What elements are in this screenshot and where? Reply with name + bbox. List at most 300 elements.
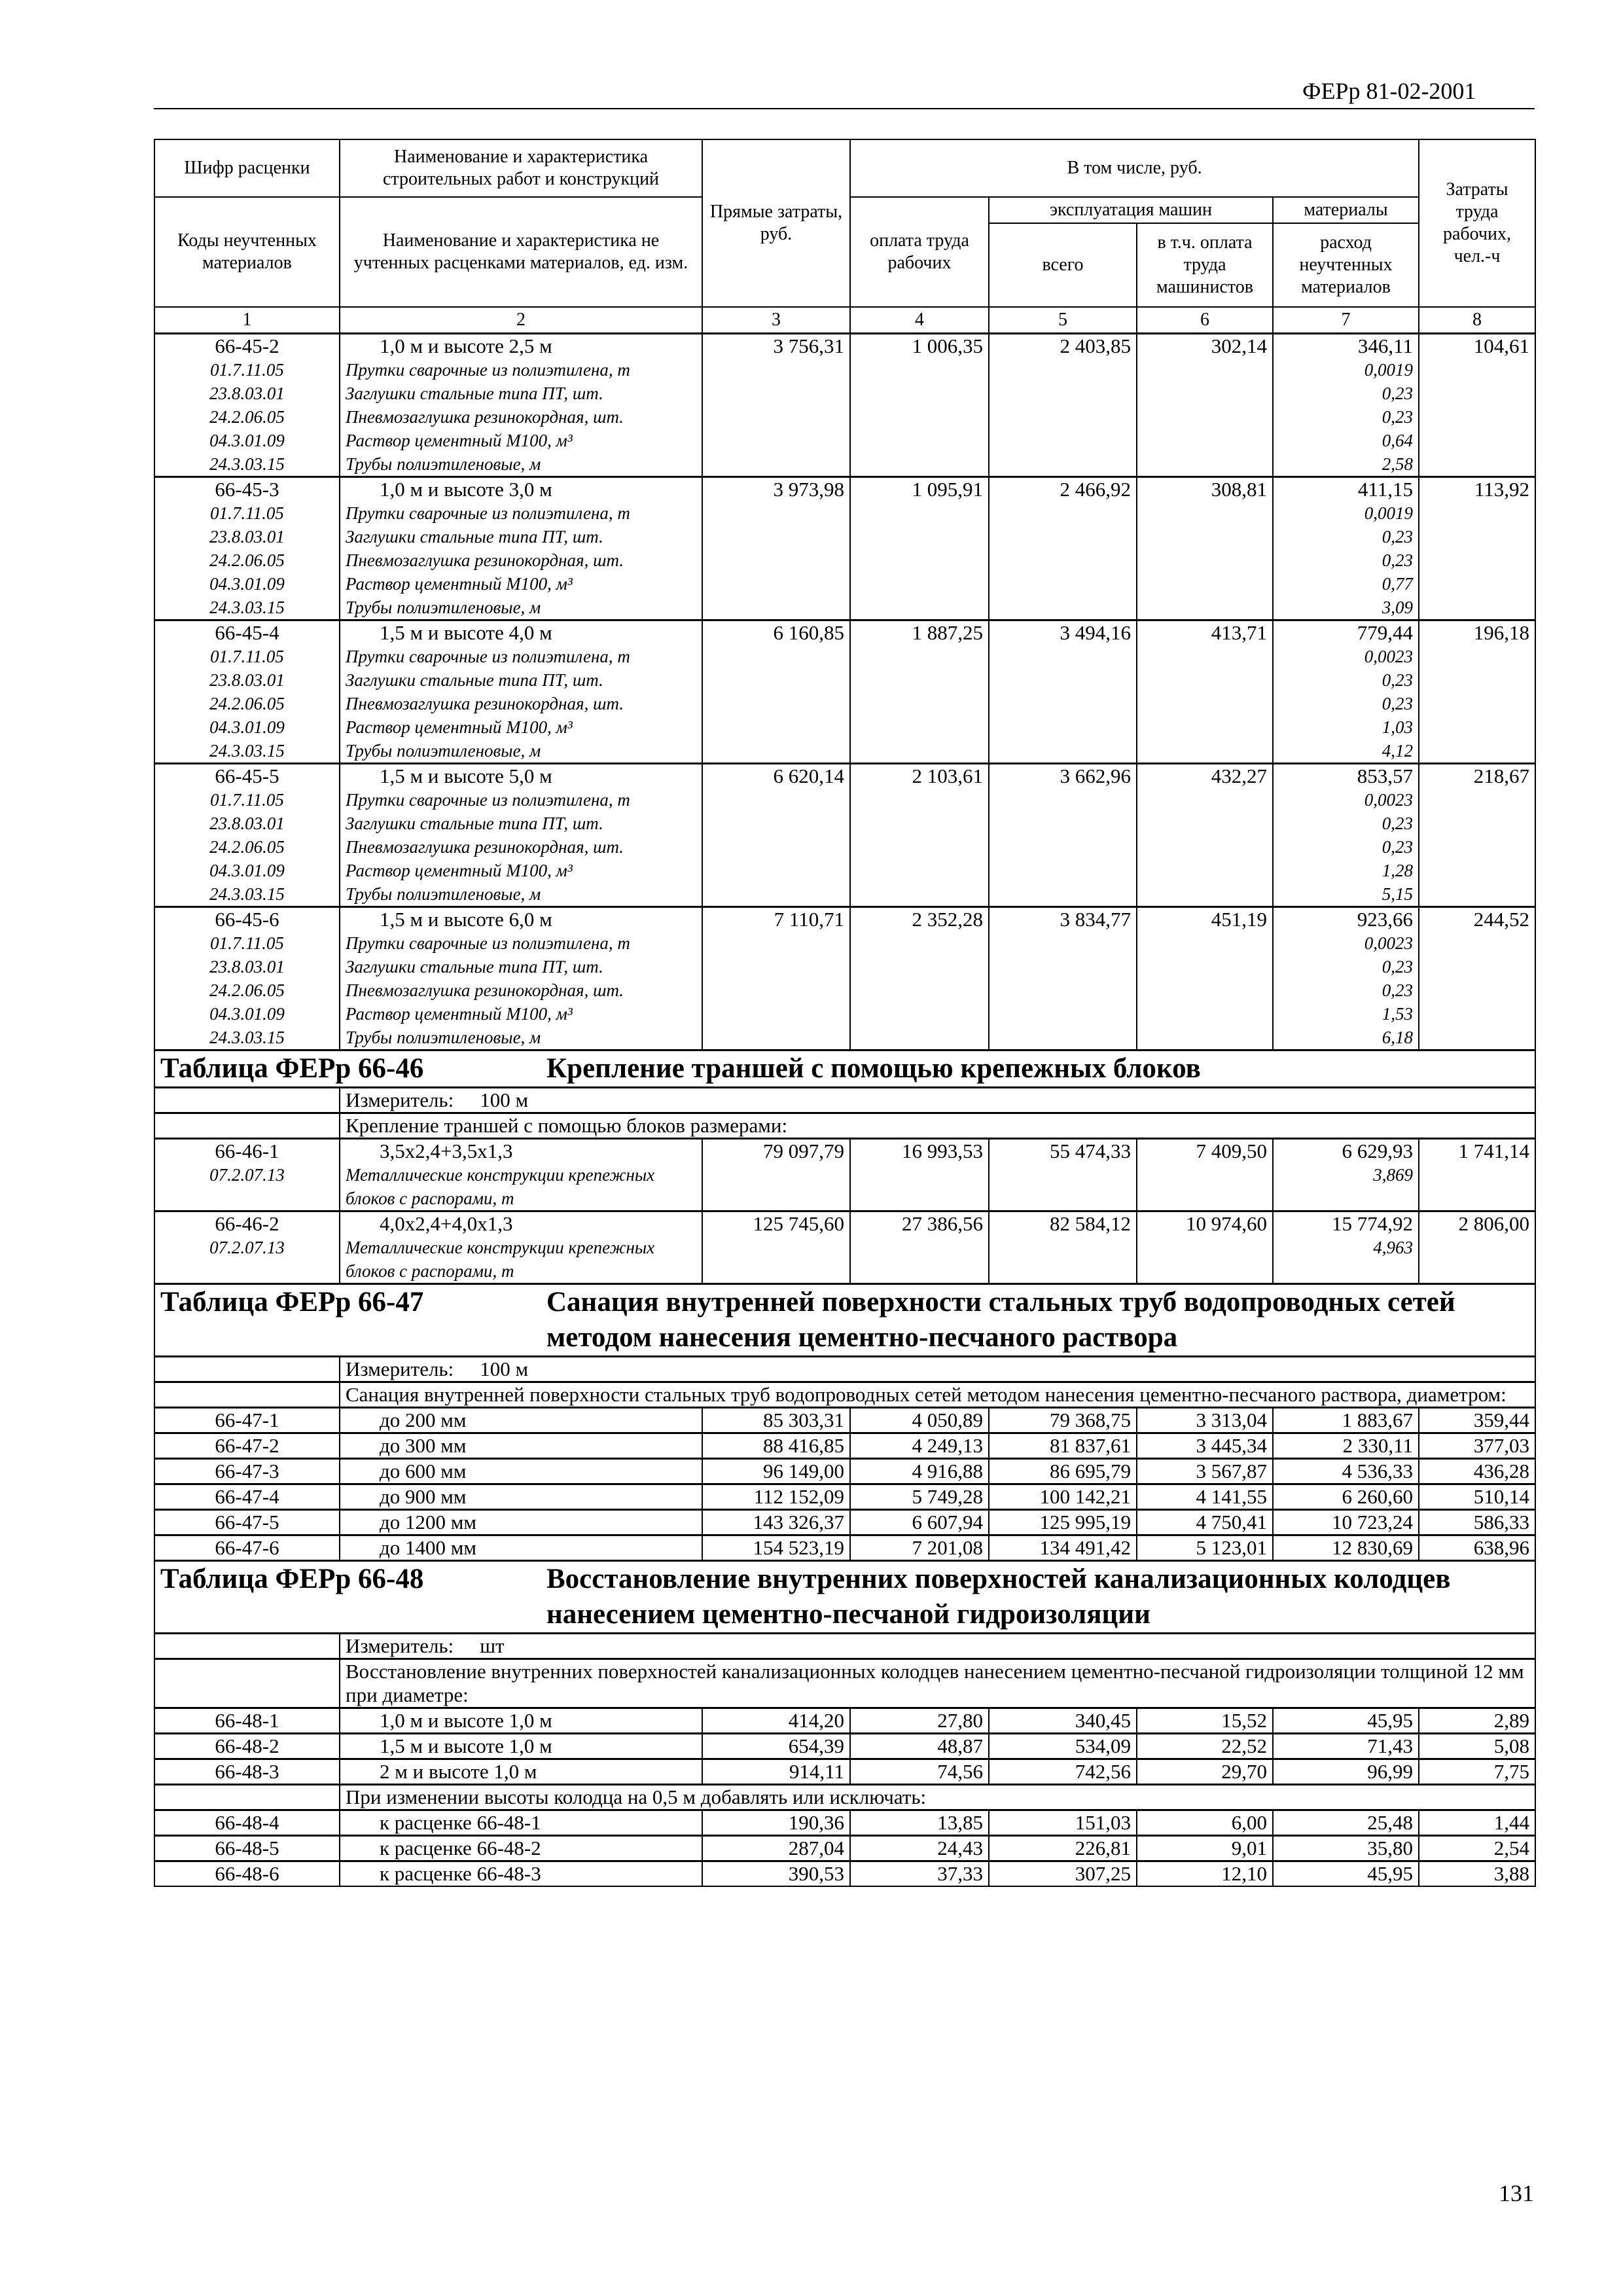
empty-cell — [1419, 1163, 1535, 1211]
empty-cell — [1137, 525, 1273, 548]
material-consumption: 2,58 — [1273, 452, 1419, 477]
material-name: Пневмозаглушка резинокордная, шт. — [340, 835, 702, 859]
rate-value: 534,09 — [989, 1733, 1137, 1759]
empty-cell — [702, 452, 850, 477]
rate-code: 66-46-1 — [154, 1138, 340, 1163]
empty-cell — [1419, 788, 1535, 812]
material-consumption: 0,23 — [1273, 835, 1419, 859]
empty-cell — [989, 596, 1137, 620]
rate-value: 638,96 — [1419, 1535, 1535, 1560]
material-name: Трубы полиэтиленовые, м — [340, 739, 702, 764]
material-code: 24.3.03.15 — [154, 596, 340, 620]
empty-cell — [850, 358, 989, 382]
rate-name: к расценке 66-48-3 — [340, 1861, 702, 1886]
rate-value: 79 097,79 — [702, 1138, 850, 1163]
material-row — [154, 835, 1535, 859]
rate-value: 742,56 — [989, 1759, 1137, 1784]
rate-code: 66-47-5 — [154, 1509, 340, 1535]
empty-cell — [850, 1026, 989, 1050]
empty-cell — [1419, 931, 1535, 955]
rate-value: 16 993,53 — [850, 1138, 989, 1163]
material-consumption: 0,64 — [1273, 429, 1419, 452]
material-consumption: 4,12 — [1273, 739, 1419, 764]
rate-value: 340,45 — [989, 1708, 1137, 1733]
material-code: 01.7.11.05 — [154, 358, 340, 382]
rate-name: до 1200 мм — [340, 1509, 702, 1535]
rate-code: 66-48-2 — [154, 1733, 340, 1759]
material-row — [154, 955, 1535, 978]
rate-code: 66-48-4 — [154, 1810, 340, 1835]
rate-value: 7 110,71 — [702, 906, 850, 931]
material-code: 04.3.01.09 — [154, 859, 340, 882]
empty-cell — [989, 978, 1137, 1002]
empty-cell — [1419, 572, 1535, 596]
material-row — [154, 1236, 1535, 1284]
rate-value: 74,56 — [850, 1759, 989, 1784]
rate-row — [154, 1138, 1535, 1163]
material-row — [154, 1026, 1535, 1050]
empty-cell — [154, 1087, 340, 1113]
empty-cell — [850, 692, 989, 715]
rate-row — [154, 1433, 1535, 1458]
empty-cell — [989, 572, 1137, 596]
rate-name: до 600 мм — [340, 1458, 702, 1484]
section-description: Санация внутренней поверхности стальных труб водопроводных сетей методом нанесения цементно-песчаного раствора, диаметром: — [340, 1382, 1535, 1407]
empty-cell — [850, 382, 989, 405]
rate-value: 4 050,89 — [850, 1407, 989, 1433]
rate-row — [154, 1708, 1535, 1733]
material-row — [154, 429, 1535, 452]
rate-value: 15,52 — [1137, 1708, 1273, 1733]
material-row — [154, 882, 1535, 907]
material-name: Заглушки стальные типа ПТ, шт. — [340, 812, 702, 835]
rate-value: 5 123,01 — [1137, 1535, 1273, 1560]
empty-cell — [154, 1659, 340, 1708]
rate-value: 4 916,88 — [850, 1458, 989, 1484]
measure-unit — [340, 1633, 1535, 1659]
rate-value: 27,80 — [850, 1708, 989, 1733]
empty-cell — [850, 955, 989, 978]
material-row — [154, 405, 1535, 429]
table-caption: Восстановление внутренних поверхностей канализационных колодцев нанесением цементно-песчаной гидроизоляции — [546, 1563, 1451, 1630]
empty-cell — [1419, 645, 1535, 668]
rate-code: 66-48-5 — [154, 1835, 340, 1861]
empty-cell — [989, 1026, 1137, 1050]
material-code: 23.8.03.01 — [154, 668, 340, 692]
empty-cell — [1137, 429, 1273, 452]
empty-cell — [850, 715, 989, 739]
measure-unit — [340, 1087, 1535, 1113]
rate-value: 96 149,00 — [702, 1458, 850, 1484]
material-consumption: 0,23 — [1273, 692, 1419, 715]
material-name: Раствор цементный М100, м³ — [340, 715, 702, 739]
empty-cell — [702, 501, 850, 525]
rate-code: 66-47-2 — [154, 1433, 340, 1458]
empty-cell — [702, 859, 850, 882]
empty-cell — [702, 835, 850, 859]
empty-cell — [1419, 548, 1535, 572]
empty-cell — [850, 525, 989, 548]
empty-cell — [702, 955, 850, 978]
rate-value: 6 260,60 — [1273, 1484, 1419, 1509]
measure-value: шт — [480, 1634, 505, 1657]
rate-value: 10 974,60 — [1137, 1211, 1273, 1236]
rate-code: 66-46-2 — [154, 1211, 340, 1236]
rate-value: 143 326,37 — [702, 1509, 850, 1535]
empty-cell — [850, 739, 989, 764]
material-consumption: 0,23 — [1273, 548, 1419, 572]
empty-cell — [850, 1002, 989, 1026]
empty-cell — [1419, 739, 1535, 764]
column-number: 4 — [850, 307, 989, 333]
empty-cell — [1419, 525, 1535, 548]
material-row — [154, 1002, 1535, 1026]
rate-value: 7,75 — [1419, 1759, 1535, 1784]
material-code: 24.3.03.15 — [154, 882, 340, 907]
measure-value: 100 м — [480, 1088, 529, 1111]
material-row — [154, 1163, 1535, 1211]
empty-cell — [1137, 788, 1273, 812]
empty-cell — [702, 739, 850, 764]
rate-value: 359,44 — [1419, 1407, 1535, 1433]
empty-cell — [989, 668, 1137, 692]
rate-value: 6,00 — [1137, 1810, 1273, 1835]
rate-value: 218,67 — [1419, 763, 1535, 788]
empty-cell — [702, 429, 850, 452]
rate-value: 24,43 — [850, 1835, 989, 1861]
material-name: Прутки сварочные из полиэтилена, т — [340, 501, 702, 525]
material-code: 04.3.01.09 — [154, 1002, 340, 1026]
empty-cell — [1137, 835, 1273, 859]
rate-value: 377,03 — [1419, 1433, 1535, 1458]
empty-cell — [989, 382, 1137, 405]
rate-row — [154, 1211, 1535, 1236]
material-row — [154, 501, 1535, 525]
rate-value: 88 416,85 — [702, 1433, 850, 1458]
empty-cell — [1137, 1002, 1273, 1026]
empty-cell — [850, 572, 989, 596]
material-consumption: 0,23 — [1273, 382, 1419, 405]
material-row — [154, 812, 1535, 835]
empty-cell — [1137, 859, 1273, 882]
material-code: 07.2.07.13 — [154, 1236, 340, 1284]
rate-value: 154 523,19 — [702, 1535, 850, 1560]
material-name: Трубы полиэтиленовые, м — [340, 882, 702, 907]
rate-value: 2 330,11 — [1273, 1433, 1419, 1458]
rate-value: 12 830,69 — [1273, 1535, 1419, 1560]
rate-name: 1,5 м и высоте 1,0 м — [340, 1733, 702, 1759]
empty-cell — [1419, 501, 1535, 525]
rate-value: 125 745,60 — [702, 1211, 850, 1236]
empty-cell — [989, 955, 1137, 978]
rate-value: 37,33 — [850, 1861, 989, 1886]
rate-value: 3 494,16 — [989, 620, 1137, 645]
empty-cell — [1137, 501, 1273, 525]
rate-value: 5 749,28 — [850, 1484, 989, 1509]
column-number: 7 — [1273, 307, 1419, 333]
empty-cell — [989, 405, 1137, 429]
rate-code: 66-47-6 — [154, 1535, 340, 1560]
material-code: 23.8.03.01 — [154, 812, 340, 835]
rate-value: 82 584,12 — [989, 1211, 1137, 1236]
empty-cell — [989, 645, 1137, 668]
empty-cell — [1137, 739, 1273, 764]
rate-name: 3,5х2,4+3,5х1,3 — [340, 1138, 702, 1163]
rate-value: 2 352,28 — [850, 906, 989, 931]
empty-cell — [702, 1002, 850, 1026]
material-code: 01.7.11.05 — [154, 501, 340, 525]
rate-code: 66-47-4 — [154, 1484, 340, 1509]
material-name: Пневмозаглушка резинокордная, шт. — [340, 548, 702, 572]
rate-value: 7 201,08 — [850, 1535, 989, 1560]
rate-row — [154, 1535, 1535, 1560]
empty-cell — [154, 1382, 340, 1407]
empty-cell — [702, 1163, 850, 1211]
material-consumption: 1,53 — [1273, 1002, 1419, 1026]
rate-value: 45,95 — [1273, 1708, 1419, 1733]
rate-value: 586,33 — [1419, 1509, 1535, 1535]
empty-cell — [1419, 955, 1535, 978]
rate-name: 1,5 м и высоте 4,0 м — [340, 620, 702, 645]
rate-value: 1 883,67 — [1273, 1407, 1419, 1433]
rate-value: 13,85 — [850, 1810, 989, 1835]
rate-value: 15 774,92 — [1273, 1211, 1419, 1236]
empty-cell — [154, 1113, 340, 1138]
rate-value: 5,08 — [1419, 1733, 1535, 1759]
material-row — [154, 859, 1535, 882]
rate-row — [154, 1759, 1535, 1784]
measure-label: Измеритель: — [346, 1634, 454, 1657]
material-consumption: 0,0019 — [1273, 358, 1419, 382]
rate-value: 923,66 — [1273, 906, 1419, 931]
rate-value: 432,27 — [1137, 763, 1273, 788]
rate-value: 308,81 — [1137, 476, 1273, 501]
empty-cell — [850, 596, 989, 620]
material-name: Прутки сварочные из полиэтилена, т — [340, 358, 702, 382]
empty-cell — [850, 501, 989, 525]
material-name: Раствор цементный М100, м³ — [340, 859, 702, 882]
rate-row — [154, 1861, 1535, 1886]
rate-row — [154, 1835, 1535, 1861]
rate-value: 510,14 — [1419, 1484, 1535, 1509]
empty-cell — [1419, 859, 1535, 882]
empty-cell — [702, 572, 850, 596]
rate-name: 1,5 м и высоте 5,0 м — [340, 763, 702, 788]
empty-cell — [989, 812, 1137, 835]
rate-name: 1,0 м и высоте 2,5 м — [340, 333, 702, 358]
material-code: 24.2.06.05 — [154, 405, 340, 429]
header-direct-costs: Прямые затраты, руб. — [702, 139, 850, 307]
empty-cell — [850, 548, 989, 572]
rate-code: 66-48-3 — [154, 1759, 340, 1784]
material-consumption: 0,0019 — [1273, 501, 1419, 525]
table-number: Таблица ФЕРр 66-48 — [160, 1563, 424, 1594]
rate-code: 66-47-1 — [154, 1407, 340, 1433]
rate-value: 196,18 — [1419, 620, 1535, 645]
empty-cell — [989, 931, 1137, 955]
section-description: Крепление траншей с помощью блоков размерами: — [340, 1113, 1535, 1138]
material-code: 01.7.11.05 — [154, 788, 340, 812]
material-name: Заглушки стальные типа ПТ, шт. — [340, 955, 702, 978]
rate-name: до 1400 мм — [340, 1535, 702, 1560]
material-name: Заглушки стальные типа ПТ, шт. — [340, 668, 702, 692]
empty-cell — [1137, 882, 1273, 907]
empty-cell — [850, 1163, 989, 1211]
empty-cell — [989, 882, 1137, 907]
empty-cell — [702, 668, 850, 692]
empty-cell — [702, 788, 850, 812]
material-row — [154, 525, 1535, 548]
empty-cell — [1137, 548, 1273, 572]
rate-code: 66-45-4 — [154, 620, 340, 645]
rate-value: 3 567,87 — [1137, 1458, 1273, 1484]
empty-cell — [850, 452, 989, 477]
empty-cell — [989, 1002, 1137, 1026]
rate-value: 104,61 — [1419, 333, 1535, 358]
material-row — [154, 645, 1535, 668]
header-rule — [154, 108, 1535, 109]
header-machines: эксплуатация машин — [989, 197, 1273, 223]
material-row — [154, 668, 1535, 692]
empty-cell — [702, 525, 850, 548]
material-name: Прутки сварочные из полиэтилена, т — [340, 788, 702, 812]
empty-cell — [850, 812, 989, 835]
rate-row — [154, 1484, 1535, 1509]
empty-cell — [989, 1236, 1137, 1284]
empty-cell — [1419, 405, 1535, 429]
rate-value: 2 103,61 — [850, 763, 989, 788]
empty-cell — [1419, 835, 1535, 859]
material-code: 23.8.03.01 — [154, 955, 340, 978]
rate-value: 1 741,14 — [1419, 1138, 1535, 1163]
rate-value: 451,19 — [1137, 906, 1273, 931]
rate-value: 96,99 — [1273, 1759, 1419, 1784]
rate-name: к расценке 66-48-2 — [340, 1835, 702, 1861]
column-number: 8 — [1419, 307, 1535, 333]
empty-cell — [850, 405, 989, 429]
empty-cell — [850, 1236, 989, 1284]
empty-cell — [1137, 1163, 1273, 1211]
rate-value: 81 837,61 — [989, 1433, 1137, 1458]
material-consumption: 0,23 — [1273, 978, 1419, 1002]
rate-row — [154, 620, 1535, 645]
rate-value: 2 403,85 — [989, 333, 1137, 358]
material-consumption: 0,23 — [1273, 668, 1419, 692]
material-consumption: 4,963 — [1273, 1236, 1419, 1284]
rate-value: 2,54 — [1419, 1835, 1535, 1861]
table-title — [154, 1560, 1535, 1633]
empty-cell — [850, 429, 989, 452]
table-caption: Крепление траншей с помощью крепежных блоков — [546, 1052, 1201, 1084]
rate-value: 3,88 — [1419, 1861, 1535, 1886]
header-name: Наименование и характеристика строительных работ и конструкций — [340, 139, 702, 197]
rate-value: 2 806,00 — [1419, 1211, 1535, 1236]
rate-value: 190,36 — [702, 1810, 850, 1835]
rate-value: 125 995,19 — [989, 1509, 1137, 1535]
rate-value: 134 491,42 — [989, 1535, 1137, 1560]
header-worker-pay: оплата труда рабочих — [850, 197, 989, 307]
empty-cell — [702, 812, 850, 835]
rate-value: 4 536,33 — [1273, 1458, 1419, 1484]
rate-value: 9,01 — [1137, 1835, 1273, 1861]
rate-value: 1 887,25 — [850, 620, 989, 645]
empty-cell — [1419, 596, 1535, 620]
material-consumption: 3,09 — [1273, 596, 1419, 620]
material-name: Заглушки стальные типа ПТ, шт. — [340, 525, 702, 548]
rate-value: 3 445,34 — [1137, 1433, 1273, 1458]
material-code: 07.2.07.13 — [154, 1163, 340, 1211]
rate-name: до 200 мм — [340, 1407, 702, 1433]
rate-value: 10 723,24 — [1273, 1509, 1419, 1535]
header-machinist-pay: в т.ч. оплата труда машинистов — [1137, 223, 1273, 307]
material-name: Раствор цементный М100, м³ — [340, 1002, 702, 1026]
rate-row — [154, 1733, 1535, 1759]
measure-value: 100 м — [480, 1357, 529, 1380]
empty-cell — [1137, 931, 1273, 955]
header-material-names: Наименование и характеристика не учтенных расценками материалов, ед. изм. — [340, 197, 702, 307]
rate-value: 2 466,92 — [989, 476, 1137, 501]
header-material-codes: Коды неучтенных материалов — [154, 197, 340, 307]
section-description: Восстановление внутренних поверхностей канализационных колодцев нанесением цементно-песчаной гидроизоляции толщиной 12 мм при диаметре: — [340, 1659, 1535, 1708]
material-name: Раствор цементный М100, м³ — [340, 429, 702, 452]
rate-value: 4 141,55 — [1137, 1484, 1273, 1509]
empty-cell — [702, 358, 850, 382]
rate-value: 244,52 — [1419, 906, 1535, 931]
material-code: 24.2.06.05 — [154, 978, 340, 1002]
document-code: ФЕРр 81-02-2001 — [1302, 78, 1476, 104]
rate-value: 302,14 — [1137, 333, 1273, 358]
material-row — [154, 452, 1535, 477]
rate-name: 1,0 м и высоте 3,0 м — [340, 476, 702, 501]
rate-value: 100 142,21 — [989, 1484, 1137, 1509]
empty-cell — [1137, 692, 1273, 715]
rate-value: 390,53 — [702, 1861, 850, 1886]
empty-cell — [1137, 715, 1273, 739]
rate-name: к расценке 66-48-1 — [340, 1810, 702, 1835]
header-labor: Затраты труда рабочих, чел.-ч — [1419, 139, 1535, 307]
rate-value: 45,95 — [1273, 1861, 1419, 1886]
empty-cell — [1419, 382, 1535, 405]
rate-code: 66-45-5 — [154, 763, 340, 788]
rate-value: 413,71 — [1137, 620, 1273, 645]
rate-value: 3 313,04 — [1137, 1407, 1273, 1433]
rate-value: 3 756,31 — [702, 333, 850, 358]
empty-cell — [1419, 715, 1535, 739]
rate-row — [154, 333, 1535, 358]
rate-value: 654,39 — [702, 1733, 850, 1759]
empty-cell — [1137, 405, 1273, 429]
empty-cell — [989, 739, 1137, 764]
rate-name: 1,5 м и высоте 6,0 м — [340, 906, 702, 931]
rate-value: 3 662,96 — [989, 763, 1137, 788]
empty-cell — [989, 548, 1137, 572]
rate-value: 25,48 — [1273, 1810, 1419, 1835]
empty-cell — [989, 835, 1137, 859]
rate-value: 1,44 — [1419, 1810, 1535, 1835]
rate-value: 346,11 — [1273, 333, 1419, 358]
rate-row — [154, 906, 1535, 931]
table-title-row — [154, 1283, 1535, 1356]
empty-cell — [989, 358, 1137, 382]
rate-value: 71,43 — [1273, 1733, 1419, 1759]
rate-value: 2,89 — [1419, 1708, 1535, 1733]
rate-value: 35,80 — [1273, 1835, 1419, 1861]
rate-code: 66-45-2 — [154, 333, 340, 358]
empty-cell — [850, 859, 989, 882]
material-code: 24.2.06.05 — [154, 835, 340, 859]
material-consumption: 0,23 — [1273, 525, 1419, 548]
rate-value: 85 303,31 — [702, 1407, 850, 1433]
